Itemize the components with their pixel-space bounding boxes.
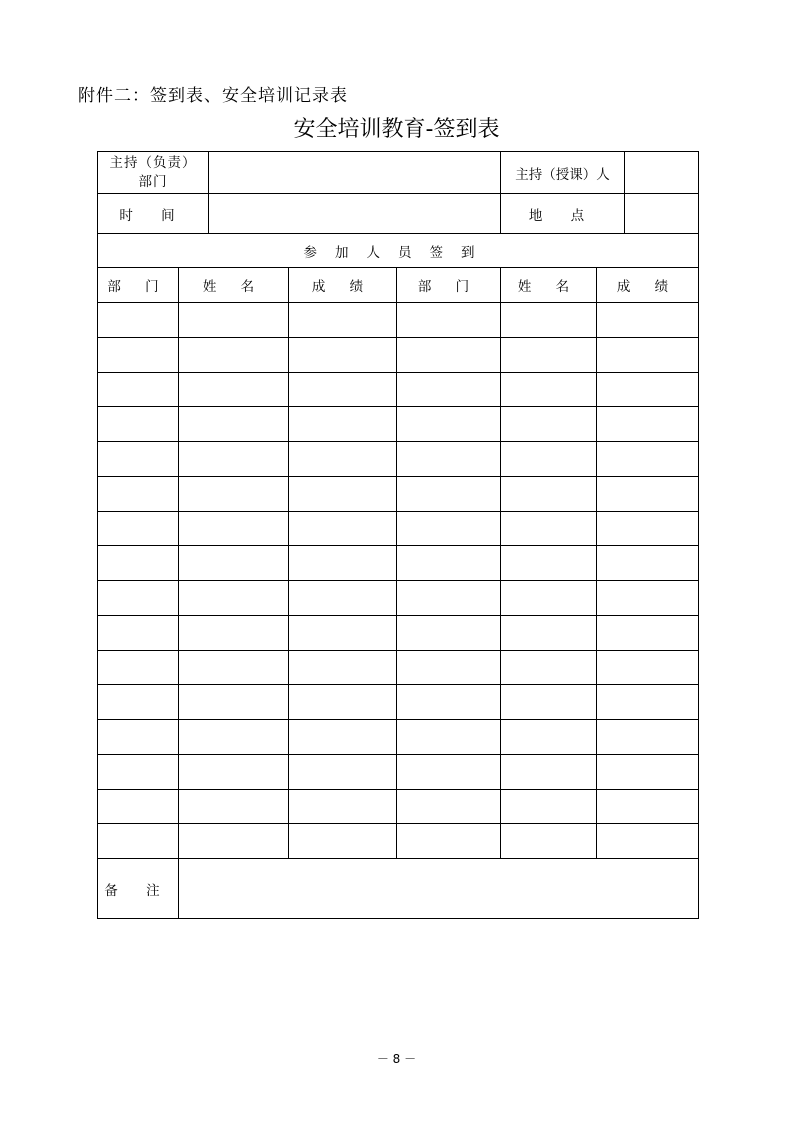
- cell-score-2[interactable]: [597, 720, 699, 755]
- cell-department-2[interactable]: [397, 511, 501, 546]
- cell-name-2[interactable]: [501, 650, 597, 685]
- cell-score-1[interactable]: [289, 303, 397, 338]
- table-row: [98, 581, 699, 616]
- cell-score-2[interactable]: [597, 615, 699, 650]
- cell-name-1[interactable]: [179, 303, 289, 338]
- cell-name-1[interactable]: [179, 511, 289, 546]
- cell-department-1[interactable]: [98, 824, 179, 859]
- cell-department-1[interactable]: [98, 476, 179, 511]
- cell-name-1[interactable]: [179, 720, 289, 755]
- table-row: [98, 511, 699, 546]
- cell-name-2[interactable]: [501, 720, 597, 755]
- cell-score-1[interactable]: [289, 824, 397, 859]
- cell-department-1[interactable]: [98, 546, 179, 581]
- table-row: [98, 303, 699, 338]
- attendee-rows: [98, 303, 699, 859]
- column-header-row: [98, 268, 699, 303]
- cell-department-1[interactable]: [98, 581, 179, 616]
- table-row: [98, 685, 699, 720]
- cell-score-2[interactable]: [597, 407, 699, 442]
- cell-department-1[interactable]: [98, 303, 179, 338]
- col-header-name-2: 姓 名: [501, 268, 597, 303]
- cell-department-1[interactable]: [98, 650, 179, 685]
- cell-score-2[interactable]: [597, 754, 699, 789]
- time-field[interactable]: [209, 194, 501, 234]
- sign-in-table: [97, 151, 699, 919]
- location-label: 地 点: [501, 194, 625, 234]
- cell-score-2[interactable]: [597, 442, 699, 477]
- cell-department-1[interactable]: [98, 615, 179, 650]
- cell-department-2[interactable]: [397, 476, 501, 511]
- table-row: [98, 754, 699, 789]
- cell-name-2[interactable]: [501, 685, 597, 720]
- col-header-score-1: 成 绩: [289, 268, 397, 303]
- cell-name-2[interactable]: [501, 337, 597, 372]
- cell-score-1[interactable]: [289, 337, 397, 372]
- host-department-label-line2: 部门: [138, 173, 168, 190]
- cell-name-2[interactable]: [501, 546, 597, 581]
- cell-score-1[interactable]: [289, 476, 397, 511]
- cell-name-2[interactable]: [501, 615, 597, 650]
- cell-department-1[interactable]: [98, 372, 179, 407]
- cell-name-1[interactable]: [179, 337, 289, 372]
- table-row: [98, 789, 699, 824]
- host-row: [98, 152, 699, 194]
- col-header-department-1: 部 门: [98, 268, 179, 303]
- cell-name-1[interactable]: [179, 372, 289, 407]
- host-department-label: [98, 152, 209, 194]
- cell-department-2[interactable]: [397, 546, 501, 581]
- time-label: 时 间: [98, 194, 209, 234]
- cell-name-1[interactable]: [179, 615, 289, 650]
- cell-score-1[interactable]: [289, 754, 397, 789]
- cell-name-1[interactable]: [179, 546, 289, 581]
- cell-department-2[interactable]: [397, 337, 501, 372]
- cell-department-2[interactable]: [397, 407, 501, 442]
- cell-department-1[interactable]: [98, 754, 179, 789]
- cell-name-1[interactable]: [179, 650, 289, 685]
- cell-score-2[interactable]: [597, 685, 699, 720]
- document-title: 安全培训教育-签到表: [293, 117, 500, 142]
- cell-name-2[interactable]: [501, 476, 597, 511]
- cell-score-2[interactable]: [597, 372, 699, 407]
- cell-department-1[interactable]: [98, 407, 179, 442]
- cell-name-2[interactable]: [501, 581, 597, 616]
- host-person-field[interactable]: [625, 152, 699, 194]
- cell-department-2[interactable]: [397, 824, 501, 859]
- cell-score-2[interactable]: [597, 581, 699, 616]
- cell-name-2[interactable]: [501, 789, 597, 824]
- table-row: [98, 337, 699, 372]
- cell-name-1[interactable]: [179, 407, 289, 442]
- annex-heading: 附件二：签到表、安全培训记录表: [78, 86, 348, 106]
- cell-score-1[interactable]: [289, 407, 397, 442]
- cell-department-2[interactable]: [397, 650, 501, 685]
- cell-department-2[interactable]: [397, 303, 501, 338]
- cell-score-2[interactable]: [597, 546, 699, 581]
- col-header-score-2: 成 绩: [597, 268, 699, 303]
- cell-name-2[interactable]: [501, 303, 597, 338]
- cell-score-1[interactable]: [289, 546, 397, 581]
- time-location-row: [98, 194, 699, 234]
- table-row: [98, 824, 699, 859]
- table-row: [98, 476, 699, 511]
- page-number: － 8 －: [376, 1052, 417, 1066]
- cell-name-2[interactable]: [501, 511, 597, 546]
- cell-name-1[interactable]: [179, 442, 289, 477]
- cell-name-2[interactable]: [501, 407, 597, 442]
- cell-score-2[interactable]: [597, 511, 699, 546]
- cell-score-2[interactable]: [597, 824, 699, 859]
- table-row: [98, 442, 699, 477]
- host-department-label-line1: 主持（负责）: [109, 154, 197, 171]
- cell-score-1[interactable]: [289, 720, 397, 755]
- cell-score-1[interactable]: [289, 511, 397, 546]
- host-department-field[interactable]: [209, 152, 501, 194]
- cell-name-2[interactable]: [501, 754, 597, 789]
- table-row: [98, 546, 699, 581]
- attendees-heading-row: [98, 234, 699, 268]
- remarks-label: 备 注: [98, 859, 179, 919]
- table-row: [98, 650, 699, 685]
- table-row: [98, 720, 699, 755]
- cell-score-1[interactable]: [289, 442, 397, 477]
- cell-name-1[interactable]: [179, 581, 289, 616]
- cell-score-1[interactable]: [289, 789, 397, 824]
- cell-score-1[interactable]: [289, 581, 397, 616]
- attendees-heading: 参加人员签到: [98, 234, 699, 268]
- cell-department-2[interactable]: [397, 372, 501, 407]
- table-row: [98, 372, 699, 407]
- table-row: [98, 407, 699, 442]
- cell-name-1[interactable]: [179, 476, 289, 511]
- cell-department-2[interactable]: [397, 615, 501, 650]
- cell-score-2[interactable]: [597, 650, 699, 685]
- col-header-name-1: 姓 名: [179, 268, 289, 303]
- cell-department-1[interactable]: [98, 442, 179, 477]
- cell-score-1[interactable]: [289, 650, 397, 685]
- cell-department-2[interactable]: [397, 789, 501, 824]
- cell-score-2[interactable]: [597, 789, 699, 824]
- remarks-row: [98, 859, 699, 919]
- cell-department-2[interactable]: [397, 442, 501, 477]
- host-person-label: 主持（授课）人: [501, 152, 625, 194]
- cell-department-2[interactable]: [397, 581, 501, 616]
- cell-score-2[interactable]: [597, 476, 699, 511]
- cell-name-1[interactable]: [179, 789, 289, 824]
- cell-name-1[interactable]: [179, 824, 289, 859]
- cell-score-1[interactable]: [289, 615, 397, 650]
- cell-name-1[interactable]: [179, 685, 289, 720]
- cell-name-2[interactable]: [501, 442, 597, 477]
- cell-department-2[interactable]: [397, 754, 501, 789]
- cell-department-1[interactable]: [98, 337, 179, 372]
- cell-department-1[interactable]: [98, 511, 179, 546]
- cell-department-2[interactable]: [397, 685, 501, 720]
- cell-department-1[interactable]: [98, 685, 179, 720]
- col-header-department-2: 部 门: [397, 268, 501, 303]
- cell-score-2[interactable]: [597, 303, 699, 338]
- cell-name-2[interactable]: [501, 824, 597, 859]
- cell-department-1[interactable]: [98, 720, 179, 755]
- cell-name-1[interactable]: [179, 754, 289, 789]
- cell-department-2[interactable]: [397, 720, 501, 755]
- cell-score-1[interactable]: [289, 685, 397, 720]
- cell-score-2[interactable]: [597, 337, 699, 372]
- cell-score-1[interactable]: [289, 372, 397, 407]
- remarks-field[interactable]: [179, 859, 699, 919]
- location-field[interactable]: [625, 194, 699, 234]
- cell-department-1[interactable]: [98, 789, 179, 824]
- table-row: [98, 615, 699, 650]
- cell-name-2[interactable]: [501, 372, 597, 407]
